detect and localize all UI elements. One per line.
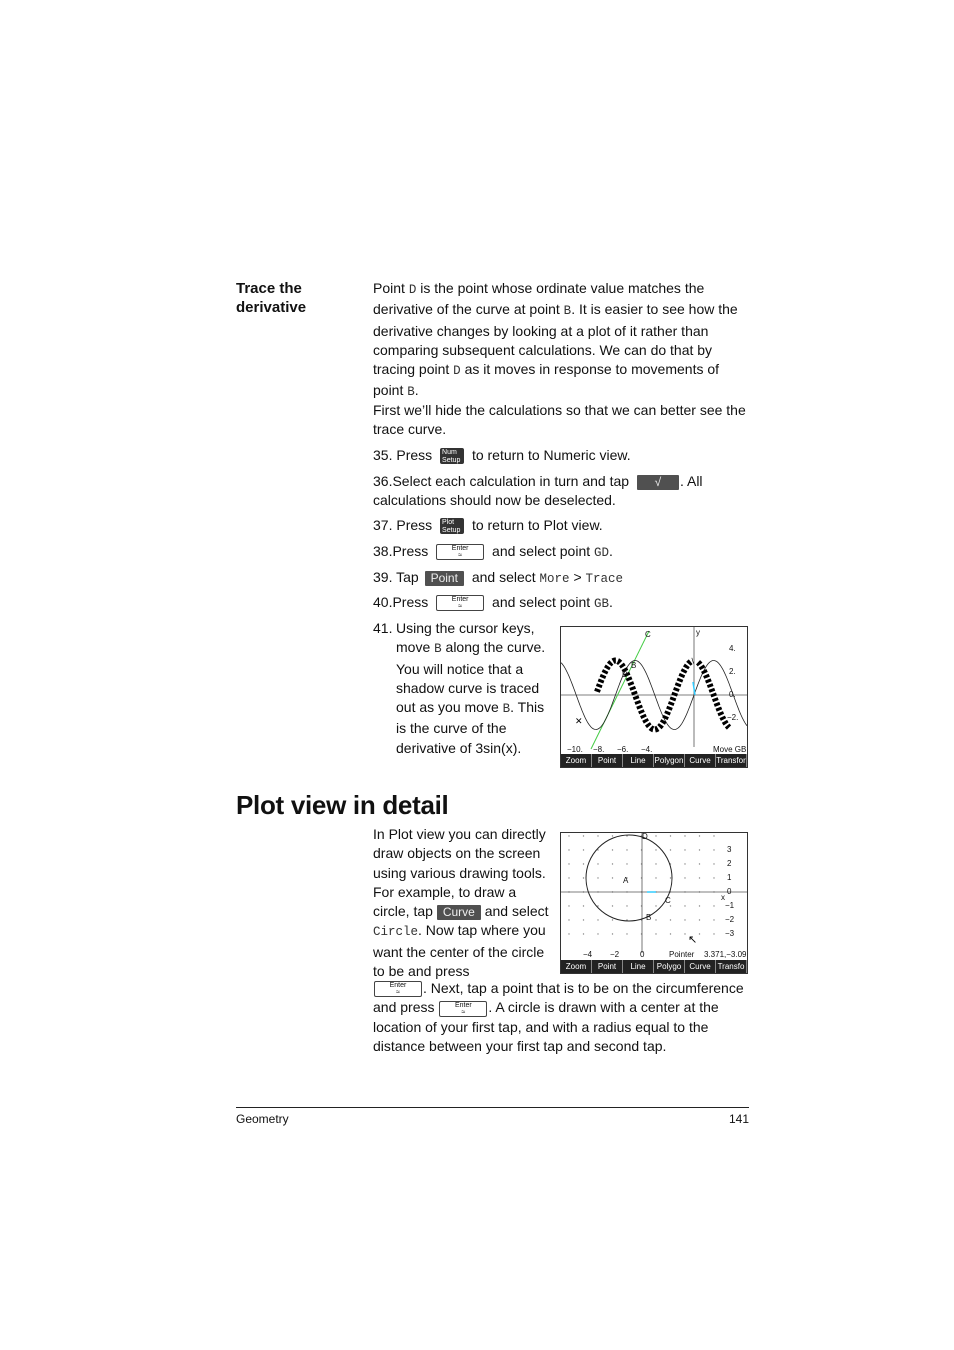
code-text: B xyxy=(434,642,442,657)
y-tick: −3 xyxy=(725,929,735,938)
screen-menu-bar xyxy=(561,960,747,973)
plot-paragraph-wide xyxy=(373,979,751,1056)
step-text: Press xyxy=(396,447,433,463)
grid-dot xyxy=(597,849,598,850)
key-label: Plot xyxy=(442,519,455,527)
y-tick: 3 xyxy=(727,845,732,854)
enter-key-icon xyxy=(436,544,484,560)
x-tick: −8. xyxy=(593,745,605,754)
trace-hide-paragraph: First we’ll hide the calculations so that we can better see the trace curve. xyxy=(373,402,746,438)
text-run: Using the cursor keys, move xyxy=(396,620,535,656)
grid-dot xyxy=(568,933,569,934)
check-softkey-icon: √ xyxy=(637,475,679,490)
text-run: . This is the curve of the derivative of 3sin(x). xyxy=(396,699,545,756)
point-marker: ✕ xyxy=(575,716,583,726)
status-text: Move GB xyxy=(713,745,747,754)
menu-point[interactable]: Point xyxy=(592,960,623,973)
step-41 xyxy=(373,619,548,758)
grid-dot xyxy=(568,863,569,864)
key-sublabel: ≈ xyxy=(458,603,463,611)
menu-code-trace: Trace xyxy=(585,572,624,586)
menu-curve[interactable]: Curve xyxy=(685,960,716,973)
x-tick: 0 xyxy=(640,950,645,959)
text-run: and select xyxy=(480,903,549,920)
grid-dot xyxy=(583,933,584,934)
plot-dot-grid xyxy=(568,835,714,934)
grid-dot xyxy=(655,877,656,878)
key-sublabel: ≈ xyxy=(458,552,463,560)
step-text: Press xyxy=(396,517,433,533)
pointer-coords: 3.371,−3.09 xyxy=(704,950,747,959)
step-38 xyxy=(373,542,751,563)
grid-dot xyxy=(612,835,613,836)
y-tick: 0. xyxy=(729,690,736,699)
menu-zoom[interactable]: Zoom xyxy=(561,960,592,973)
grid-dot xyxy=(583,919,584,920)
text-run: . Now tap where you want the center of the circle to be and press xyxy=(373,922,546,980)
menu-line[interactable]: Line xyxy=(623,754,654,767)
code-text: B xyxy=(563,304,572,319)
grid-dot xyxy=(583,877,584,878)
menu-transform[interactable]: Transfo xyxy=(716,960,747,973)
curve-softkey-icon: Curve xyxy=(437,905,481,920)
grid-dot xyxy=(655,863,656,864)
grid-dot xyxy=(670,835,671,836)
step-number: 40. xyxy=(373,594,393,610)
drawn-circle xyxy=(586,835,672,921)
step-text: Select each calculation in turn and tap xyxy=(392,473,630,489)
grid-dot xyxy=(699,863,700,864)
menu-curve[interactable]: Curve xyxy=(685,754,716,767)
step-35 xyxy=(373,446,751,465)
key-label: Enter xyxy=(451,545,469,553)
num-key-icon xyxy=(440,448,464,464)
footer-chapter: Geometry xyxy=(236,1112,289,1126)
grid-dot xyxy=(699,849,700,850)
y-tick: 2 xyxy=(727,859,732,868)
enter-key-icon: Enter ≈ xyxy=(439,1001,487,1017)
grid-dot xyxy=(597,877,598,878)
grid-dot xyxy=(670,877,671,878)
grid-dot xyxy=(699,905,700,906)
grid-dot xyxy=(568,919,569,920)
x-tick: −4 xyxy=(583,950,593,959)
page-number: 141 xyxy=(728,1112,749,1126)
grid-dot xyxy=(684,905,685,906)
grid-dot xyxy=(699,919,700,920)
grid-dot xyxy=(684,877,685,878)
grid-dot xyxy=(597,905,598,906)
grid-dot xyxy=(612,877,613,878)
code-text: D xyxy=(453,364,461,379)
step-39 xyxy=(373,568,751,589)
text-run: . xyxy=(414,382,419,399)
pointer-arrow-icon: ↖ xyxy=(688,934,698,946)
label-d: D xyxy=(642,832,648,841)
grid-dot xyxy=(713,849,714,850)
step-number: 37. xyxy=(373,517,393,533)
screen-menu-bar xyxy=(561,754,747,767)
y-tick: 0 xyxy=(727,887,732,896)
menu-point[interactable]: Point xyxy=(592,754,623,767)
grid-dot xyxy=(583,863,584,864)
grid-dot xyxy=(699,877,700,878)
grid-dot xyxy=(713,877,714,878)
grid-dot xyxy=(626,905,627,906)
label-x: x xyxy=(721,893,725,902)
grid-dot xyxy=(670,919,671,920)
label-b: B xyxy=(646,913,652,922)
label-y: y xyxy=(696,628,700,637)
x-tick: −10. xyxy=(567,745,583,754)
grid-dot xyxy=(713,933,714,934)
step-number: 35. xyxy=(373,447,393,463)
grid-dot xyxy=(568,835,569,836)
grid-dot xyxy=(655,849,656,850)
grid-dot xyxy=(612,849,613,850)
grid-dot xyxy=(568,877,569,878)
grid-dot xyxy=(713,905,714,906)
point-code: GB xyxy=(594,597,610,611)
menu-polygon[interactable]: Polygo xyxy=(654,960,685,973)
grid-dot xyxy=(713,835,714,836)
step-text xyxy=(396,619,548,758)
step-text: and select point xyxy=(492,594,591,610)
grid-dot xyxy=(583,905,584,906)
grid-dot xyxy=(713,863,714,864)
grid-dot xyxy=(699,835,700,836)
step-text: . All calculations should now be deselected. xyxy=(373,473,703,509)
grid-dot xyxy=(597,919,598,920)
trace-intro-paragraph xyxy=(373,279,751,403)
step-text: and select xyxy=(471,569,536,585)
step-end: . xyxy=(609,594,613,610)
text-run: . Next, tap a point that is to be on the circumference and press xyxy=(373,980,744,1016)
x-tick: −2 xyxy=(610,950,620,959)
text-run: is the point whose ordinate value matches the derivative of the curve at point xyxy=(373,280,705,318)
text-run: . A circle is drawn with a center at the location of your first tap, and with a radius equal to the distance between your first tap and second tap. xyxy=(373,999,719,1054)
calculator-screen-circle xyxy=(560,832,748,974)
step-text: Tap xyxy=(396,569,419,585)
y-tick: 1 xyxy=(727,873,732,882)
point-softkey-icon: Point xyxy=(425,571,464,586)
label-a: A xyxy=(623,876,629,885)
step-end: . xyxy=(609,543,613,559)
grid-dot xyxy=(612,933,613,934)
step-40 xyxy=(373,593,751,614)
grid-dot xyxy=(699,933,700,934)
text-run: as it moves in response to movements of point xyxy=(373,361,720,399)
y-tick: 4. xyxy=(729,644,736,653)
grid-dot xyxy=(684,863,685,864)
grid-dot xyxy=(583,849,584,850)
cursor-marker xyxy=(693,682,695,695)
x-tick: −6. xyxy=(617,745,629,754)
grid-dot xyxy=(684,835,685,836)
grid-dot xyxy=(670,905,671,906)
y-tick: 2. xyxy=(729,667,736,676)
grid-dot xyxy=(655,933,656,934)
menu-transform[interactable]: Transfor xyxy=(716,756,746,765)
key-label: Num xyxy=(442,449,457,457)
key-sublabel: Setup xyxy=(442,527,461,535)
grid-dot xyxy=(568,849,569,850)
grid-dot xyxy=(568,905,569,906)
code-text: D xyxy=(408,283,417,297)
step-37 xyxy=(373,516,751,535)
step-text: Press xyxy=(392,543,429,559)
grid-dot xyxy=(713,919,714,920)
grid-dot xyxy=(612,905,613,906)
key-sublabel: Setup xyxy=(442,457,461,465)
label-d: D xyxy=(622,670,628,679)
enter-key-icon xyxy=(436,595,484,611)
grid-dot xyxy=(597,863,598,864)
grid-dot xyxy=(655,919,656,920)
step-36 xyxy=(373,472,751,511)
step-number: 38. xyxy=(373,543,393,559)
calculator-screen-trace xyxy=(560,626,748,768)
grid-dot xyxy=(626,849,627,850)
x-tick: −4. xyxy=(641,745,653,754)
footer-rule xyxy=(236,1107,749,1108)
y-tick: −1 xyxy=(725,901,735,910)
grid-dot xyxy=(684,849,685,850)
step-text: Press xyxy=(392,594,429,610)
status-label: Pointer xyxy=(669,950,695,959)
step-text: to return to Numeric view. xyxy=(471,447,631,463)
y-tick: −2. xyxy=(727,713,739,722)
section-heading-trace: Trace the derivative xyxy=(236,280,307,316)
plot-key-icon xyxy=(440,518,464,534)
menu-line[interactable]: Line xyxy=(623,960,654,973)
key-label: Enter xyxy=(451,596,469,604)
code-text: B xyxy=(407,385,415,400)
menu-code-more: More xyxy=(539,572,570,586)
grid-dot xyxy=(626,933,627,934)
label-c: C xyxy=(665,896,671,905)
plot-paragraph-narrow xyxy=(373,825,551,981)
point-code: GD xyxy=(594,546,610,560)
text-run: . It is easier to see how the derivative changes by looking at a plot of it rather than comparing subsequent calculations. We can do that by tracing point xyxy=(373,301,738,378)
grid-dot xyxy=(655,835,656,836)
section-title-plot-view: Plot view in detail xyxy=(236,790,449,820)
label-c: C xyxy=(645,630,651,639)
grid-dot xyxy=(670,849,671,850)
grid-dot xyxy=(670,933,671,934)
step-text: and select point xyxy=(492,543,591,559)
grid-dot xyxy=(655,905,656,906)
grid-dot xyxy=(684,933,685,934)
code-text: B xyxy=(502,702,511,717)
grid-dot xyxy=(626,863,627,864)
grid-dot xyxy=(612,863,613,864)
enter-key-icon: Enter ≈ xyxy=(374,981,422,997)
grid-dot xyxy=(583,835,584,836)
step-number: 36. xyxy=(373,473,393,489)
label-b: B xyxy=(631,661,637,670)
step-number: 39. xyxy=(373,569,393,585)
code-text: Circle xyxy=(373,925,419,940)
text-run: along the curve. You will notice that a shadow curve is traced out as you move xyxy=(396,639,546,716)
grid-dot xyxy=(612,919,613,920)
menu-separator: > xyxy=(573,569,582,585)
step-text: to return to Plot view. xyxy=(471,517,603,533)
menu-zoom[interactable]: Zoom xyxy=(561,754,592,767)
grid-dot xyxy=(684,919,685,920)
grid-dot xyxy=(597,835,598,836)
y-tick: −2 xyxy=(725,915,735,924)
menu-polygon[interactable]: Polygon xyxy=(654,756,684,765)
text-run: In Plot view you can directly draw objects on the screen using various drawing tools. For example, to draw a circle, tap xyxy=(373,826,546,920)
step-number: 41. xyxy=(373,620,393,636)
grid-dot xyxy=(597,933,598,934)
text-run: Point xyxy=(373,280,409,296)
